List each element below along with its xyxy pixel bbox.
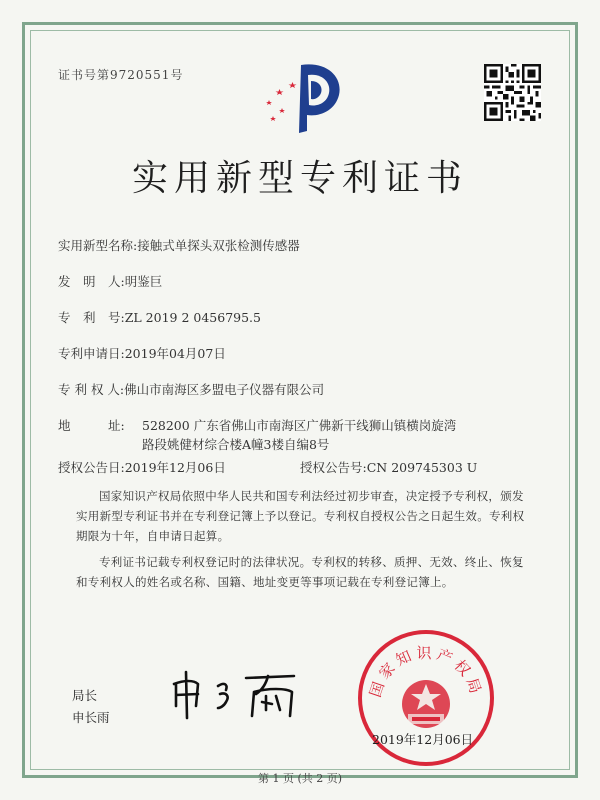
director-name: 申长雨: [72, 710, 110, 725]
address-line-2: 路段姚健材综合楼A幢3楼自编8号: [142, 437, 330, 452]
certificate-title: 实用新型专利证书: [131, 158, 468, 199]
utility-model-name-row: [58, 236, 300, 254]
grant-number-row: [300, 458, 477, 476]
patentee-value: 佛山市南海区多盟电子仪器有限公司: [124, 382, 325, 397]
address-label: 地 址:: [58, 418, 125, 433]
notice-paragraph-2: 专利证书记载专利权登记时的法律状况。专利权的转移、质押、无效、终止、恢复和专利权人的姓名或名称、国籍、地址变更等事项记载在专利登记簿上。: [76, 555, 524, 589]
utility-model-name-label: 实用新型名称:: [58, 238, 138, 253]
patent-number-value: ZL 2019 2 0456795.5: [124, 310, 261, 325]
filing-date-row: [58, 344, 226, 362]
certificate-number: 证书号第9720551号: [58, 68, 184, 82]
grant-date-label: 授权公告日:: [58, 460, 125, 475]
svg-text:国家知识产权局: 国家知识产权局: [366, 644, 486, 700]
patentee-row: [58, 380, 324, 398]
patent-number-row: [58, 308, 261, 326]
patentee-label: 专 利 权 人:: [58, 382, 125, 397]
cnipa-logo-icon: [253, 55, 345, 137]
filing-date-value: 2019年04月07日: [124, 346, 226, 361]
patent-number-label: 专 利 号:: [58, 310, 125, 325]
grant-date-value: 2019年12月06日: [124, 460, 226, 475]
handwritten-signature-icon: [168, 666, 308, 722]
grant-number-label: 授权公告号:: [300, 460, 367, 475]
utility-model-name-value: 接触式单探头双张检测传感器: [137, 238, 300, 253]
notice-paragraph-1: 国家知识产权局依照中华人民共和国专利法经过初步审查，决定授予专利权，颁发实用新型专利证书并在专利登记簿上予以登记。专利权自授权公告之日起生效。专利权期限为十年，自申请日起算。: [76, 489, 525, 543]
grant-number-value: CN 209745303 U: [366, 460, 478, 475]
director-title: 局长: [72, 688, 98, 703]
qr-code-icon: [484, 64, 541, 121]
inventor-label: 发 明 人:: [58, 274, 125, 289]
inventor-row: [58, 272, 162, 290]
seal-date: 2019年12月06日: [372, 732, 474, 747]
page-number: 第 1 页 (共 2 页): [257, 772, 343, 785]
inventor-value: 明鉴巨: [124, 274, 163, 289]
grant-date-row: [58, 458, 226, 476]
address-line-1: 528200 广东省佛山市南海区广佛新干线狮山镇横岗旋湾: [142, 418, 457, 433]
filing-date-label: 专利申请日:: [58, 346, 125, 361]
